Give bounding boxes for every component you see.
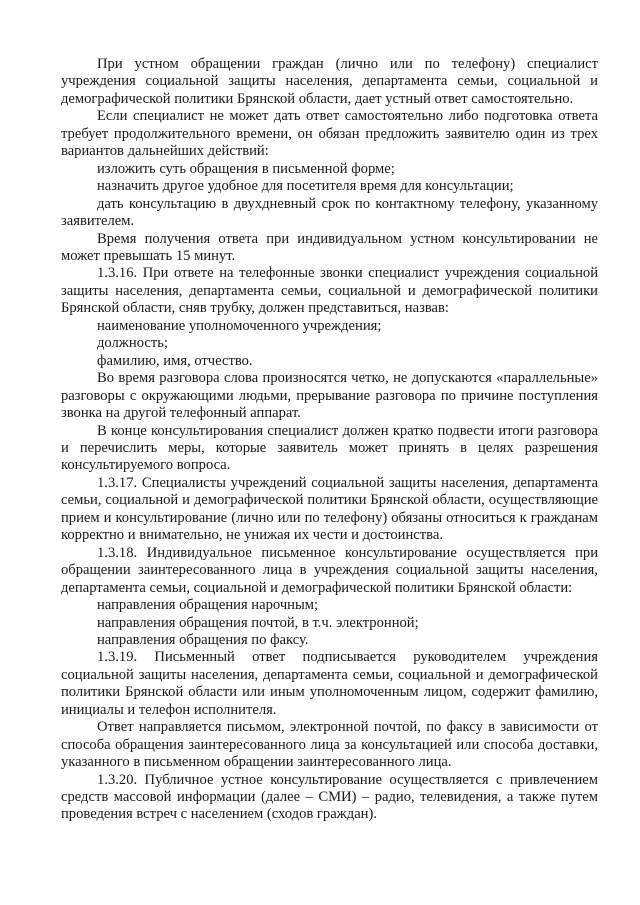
paragraph-time-limit: Время получения ответа при индивидуальном устном консультировании не может превышать 15 минут. <box>61 230 598 264</box>
list-item: фамилию, имя, отчество. <box>97 352 253 369</box>
paragraph-1-3-19: 1.3.19. Письменный ответ подписывается руководителем учреждения социальной защиты населения, департамента семьи, социальной и демографической политики Брянской области или иным уполномоченным лицом, содержит фамилию, инициалы и телефон исполнителя. <box>61 649 598 718</box>
paragraph-oral-answer: При устном обращении граждан (лично или по телефону) специалист учреждения социальной защиты населения, департамента семьи, социальной и демографической политики Брянской области, дает устный ответ самостоятельно. <box>61 56 598 107</box>
paragraph-1-3-16: 1.3.16. При ответе на телефонные звонки специалист учреждения социальной защиты населения, департамента семьи, социальной и демографической политики Брянской области, сняв трубку, должен представиться, назвав: <box>61 265 598 317</box>
list-item: направления обращения по факсу. <box>97 631 309 648</box>
paragraph-1-3-20: 1.3.20. Публичное устное консультирование осуществляется с привлечением средств массовой информации (далее – СМИ) – радио, телевидения, а также путем проведения встреч с населением (сходов граждан). <box>61 771 598 823</box>
list-item: направления обращения нарочным; <box>97 597 319 614</box>
paragraph-1-3-18: 1.3.18. Индивидуальное письменное консультирование осуществляется при обращении заинтересованного лица в учреждения социальной защиты населения, департамента семьи, социальной и демографической политики Брянской области: <box>61 544 598 596</box>
list-item: должность; <box>97 335 168 352</box>
paragraph-answer-delivery: Ответ направляется письмом, электронной почтой, по факсу в зависимости от способа обращения заинтересованного лица за консультацией или способа доставки, указанного в письменном обращении заинтересованного лица. <box>61 719 598 771</box>
list-item: дать консультацию в двухдневный срок по контактному телефону, указанному заявителем. <box>61 195 598 230</box>
list-item: направления обращения почтой, в т.ч. электронной; <box>97 614 419 631</box>
list-item: наименование уполномоченного учреждения; <box>97 317 382 334</box>
paragraph-options-intro: Если специалист не может дать ответ самостоятельно либо подготовка ответа требует продолжительного времени, он обязан предложить заявителю один из трех вариантов дальнейших действий: <box>61 108 598 160</box>
paragraph-consultation-end: В конце консультирования специалист должен кратко подвести итоги разговора и перечислить меры, которые заявитель может принять в целях разрешения консультируемого вопроса. <box>61 422 598 474</box>
list-item: изложить суть обращения в письменной форме; <box>97 160 395 177</box>
list-item: назначить другое удобное для посетителя время для консультации; <box>97 178 514 195</box>
paragraph-1-3-17: 1.3.17. Специалисты учреждений социальной защиты населения, департамента семьи, социальной и демографической политики Брянской области, осуществляющие прием и консультирование (лично или по телефону) обязаны относиться к гражданам корректно и внимательно, не унижая их чести и достоинства. <box>61 474 598 544</box>
paragraph-conversation-rules: Во время разговора слова произносятся четко, не допускаются «параллельные» разговоры с окружающими людьми, прерывание разговора по причине поступления звонка на другой телефонный аппарат. <box>61 370 598 422</box>
